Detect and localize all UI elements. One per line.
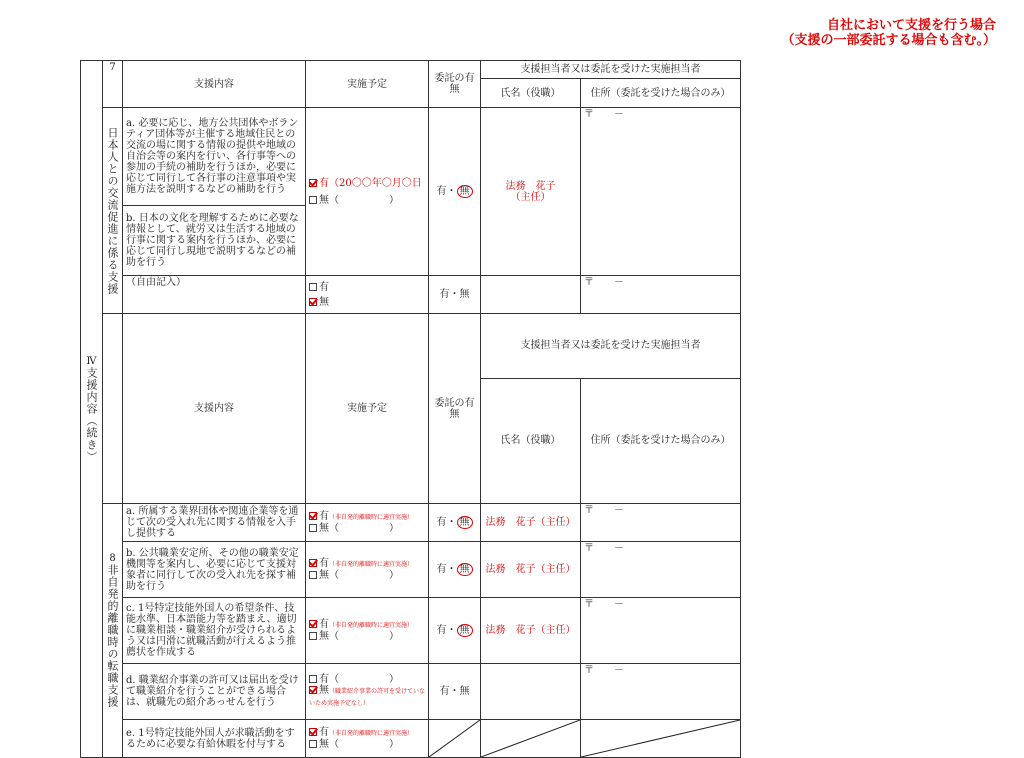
item8-c-plan [306,598,429,664]
plan-yes: 有 [319,619,329,630]
item8-c-person: 法務 花子（主任） [481,598,581,664]
postal-mark: 〒 － [584,277,624,288]
plan-yes: 有 [319,558,329,569]
item7-free-consign: 有・無 [429,276,481,314]
item8-d-plan [306,664,429,720]
item8-a: a. 所属する業界団体や関連企業等を通じて次の受入れ先に関する情報を入手し提供する [123,504,306,542]
section-title: 支援内容（続き） [85,366,98,463]
postal-mark: 〒 － [584,109,624,120]
header-support-content-2: 支援内容 [123,314,306,504]
consign-yes: 有・ [436,564,457,575]
header-support-content: 支援内容 [123,61,306,108]
item8-number: 8 [109,553,116,564]
header-address-2: 住所（委託を受けた場合のみ） [581,378,741,503]
item8-c-consign [429,598,481,664]
plan-no: 無（ ） [319,523,399,534]
item8-title: 非自発的離職時の転職支援 [106,564,119,708]
consign-no-circled: 無 [457,516,473,529]
consign-yes: 有・ [436,186,457,197]
person-name: 法務 花子 [505,180,556,192]
header-person-group: 支援担当者又は委託を受けた実施担当者 [481,61,741,79]
postal-mark: 〒 － [584,599,624,610]
header-person-group-2: 支援担当者又は委託を受けた実施担当者 [481,314,741,379]
plan-yes: 有 [319,511,329,522]
section-label: Ⅳ [86,355,97,367]
support-plan-table [80,60,741,758]
plan-yes-date: 有（20〇〇年〇月〇日 [319,177,422,189]
header-plan: 実施予定 [306,61,429,108]
postal-mark: 〒 － [584,543,624,554]
item7-free-address [581,276,741,314]
plan-yes-note: （非自発的離職時に適宜実施） [329,514,414,521]
item7-a: a. 必要に応じ、地方公共団体やボランティア団体等が主催する地域住民との交流の場に関する情報の提供や地域の自治会等の案内を行い、各行事等への参加の手続の補助を行うほか，必要に応じて同行して各行事の注意事項や実施方法を説明するなどの補助を行う [123,108,306,206]
item7-number: 7 [103,61,123,108]
checkbox[interactable] [309,283,317,291]
plan-yes-note: （非自発的離職時に適宜実施） [329,622,414,629]
checkbox-checked[interactable] [309,559,317,567]
note-line-2: （支援の一部委託する場合も含む。） [781,33,996,48]
consign-no-circled: 無 [457,185,473,198]
item8-a-plan [306,504,429,542]
d-no-note: （職業紹介事業の許可を受けていないため実施予定なし） [309,688,426,707]
item8-d: d. 職業紹介事業の許可又は届出を受けて職業紹介を行うことができる場合は、就職先の紹介あっせんを行う [123,664,306,720]
plan-yes-blank: 有（ ） [319,674,399,685]
item7-title-cell [103,108,123,314]
checkbox[interactable] [309,632,317,640]
consign-no-circled: 無 [457,624,473,637]
instruction-note [781,18,996,48]
item8-e: e. 1号特定技能外国人が求職活動をするために必要な有給休暇を付与する [123,720,306,758]
header-name-2: 氏名（役職） [481,378,581,503]
free-plan-yes: 有 [319,281,329,293]
plan-no: 無（ ） [319,739,399,750]
item8-b-plan [306,542,429,598]
checkbox[interactable] [309,571,317,579]
header-plan-2: 実施予定 [306,314,429,504]
note-line-1: 自社において支援を行う場合 [826,18,996,33]
item8-d-person [481,664,581,720]
item8-c: c. 1号特定技能外国人の希望条件、技能水準、日本語能力等を踏まえ、適切に職業相談・職業紹介が受けられるよう又は円滑に就職活動が行えるよう推薦状を作成する [123,598,306,664]
header-address: 住所（委託を受けた場合のみ） [581,79,741,108]
section-cell [81,61,103,758]
item8-a-person: 法務 花子（主任） [481,504,581,542]
item8-b-person: 法務 花子（主任） [481,542,581,598]
free-plan-no: 無 [319,296,329,308]
checkbox-checked[interactable] [309,686,317,694]
item8-b: b. 公共職業安定所、その他の職業安定機関等を案内し、必要に応じて支援対象者に同行して次の受入れ先を探す補助を行う [123,542,306,598]
item7-consign [429,108,481,276]
item8-e-address-blank [581,720,741,758]
consign-yes: 有・ [436,625,457,636]
checkbox-checked[interactable] [309,179,317,187]
plan-yes-note: （非自発的離職時に適宜実施） [329,561,414,568]
item7-b: b. 日本の文化を理解するために必要な情報として、就労又は生活する地域の行事に関する案内を行うほか、必要に応じて同行し現地で説明するなどの補助を行う [123,206,306,276]
plan-no: 無（ ） [319,631,399,642]
item7-address [581,108,741,276]
checkbox[interactable] [309,196,317,204]
plan-no-label: 無 [319,685,329,696]
header-name: 氏名（役職） [481,79,581,108]
checkbox[interactable] [309,740,317,748]
item7-free-person [481,276,581,314]
item7-person [481,108,581,276]
item7-title: 日本人との交流促進に係る支援 [106,126,119,295]
item8-d-address [581,664,741,720]
item8-c-address [581,598,741,664]
item8-b-consign [429,542,481,598]
item7-free-plan [306,276,429,314]
checkbox-checked[interactable] [309,728,317,736]
item8-title-cell [103,504,123,758]
consign-no-circled: 無 [457,563,473,576]
item8-e-person-blank [481,720,581,758]
item8-a-consign [429,504,481,542]
item8-number-blank [103,314,123,504]
postal-mark: 〒 － [584,505,624,516]
checkbox[interactable] [309,524,317,532]
item8-e-plan [306,720,429,758]
header-consign: 委託の有 無 [429,61,481,108]
plan-no: 無（ ） [319,570,399,581]
item7-free: （自由記入） [123,276,306,314]
checkbox[interactable] [309,675,317,683]
person-role: （主任） [510,191,551,203]
item7-plan [306,108,429,276]
item8-e-consign-blank [429,720,481,758]
plan-yes: 有 [319,727,329,738]
checkbox-checked[interactable] [309,512,317,520]
header-consign-2: 委託の有 無 [429,314,481,504]
item8-d-consign: 有・無 [429,664,481,720]
plan-yes-note: （非自発的離職時に適宜実施） [329,730,414,737]
consign-yes: 有・ [436,517,457,528]
item8-a-address [581,504,741,542]
plan-no: 無（ ） [319,194,399,206]
item8-b-address [581,542,741,598]
checkbox-checked[interactable] [309,298,317,306]
postal-mark: 〒 － [584,665,624,676]
checkbox-checked[interactable] [309,620,317,628]
